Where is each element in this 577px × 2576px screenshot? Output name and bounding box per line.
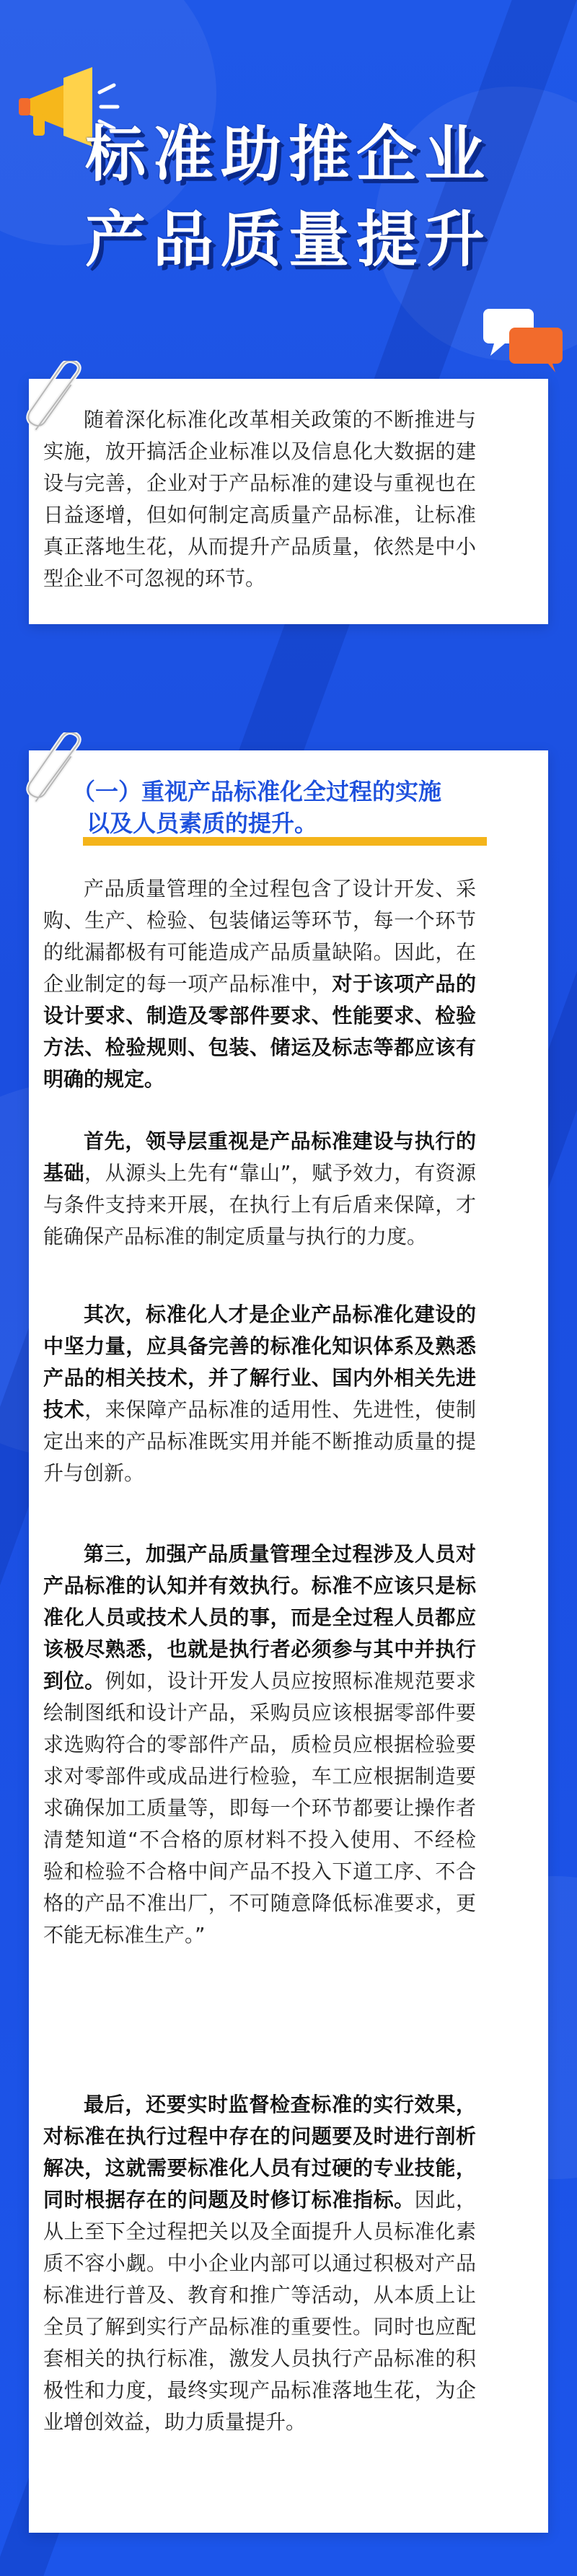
- paragraph-2: [43, 1126, 476, 1253]
- paragraph-3: [43, 1299, 476, 1489]
- p5-plain: 因此，从上至下全过程把关以及全面提升人员标准化素质不容小觑。中小企业内部可以通过积极对产品标准进行普及、教育和推广等活动，从本质上让全员了解到实行产品标准的重要性。同时也应配套相关的执行标准，激发人员执行产品标准的积极性和力度，最终实现产品标准落地生花，为企业增创效益，助力质量提升。: [43, 2188, 476, 2434]
- p1-plain: 产品质量管理的全过程包含了设计开发、采购、生产、检验、包装储运等环节，每一个环节的纰漏都极有可能造成产品质量缺陷。因此，在企业制定的每一项产品标准中，: [43, 877, 476, 996]
- p3-bold: 其次，标准化人才是企业产品标准化建设的中坚力量，应具备完善的标准化知识体系及熟悉产品的相关技术，并了解行业、国内外相关先进技术: [43, 1302, 476, 1421]
- p2-bold: 首先，领导层重视是产品标准建设与执行的基础: [43, 1129, 476, 1185]
- paragraph-1: [43, 873, 476, 1095]
- p3-plain: ，来保障产品标准的适用性、先进性，使制定出来的产品标准既实用并能不断推动质量的提升与创新。: [43, 1398, 476, 1485]
- heading-accent-bar: [83, 837, 487, 846]
- page-title: [0, 112, 577, 282]
- section-heading-line-2: 以及人员素质的提升。: [87, 810, 318, 837]
- title-line-1: 标准助推企业: [84, 119, 492, 190]
- p5-bold: 最后，还要实时监督检查标准的实行效果，对标准在执行过程中存在的问题要及时进行剖析解决，这就需要标准化人员有过硬的专业技能，同时根据存在的问题及时修订标准指标。: [43, 2093, 476, 2212]
- intro-paragraph: 随着深化标准化改革相关政策的不断推进与实施，放开搞活企业标准以及信息化大数据的建设与完善，企业对于产品标准的建设与重视也在日益逐增，但如何制定高质量产品标准，让标准真正落地生花，从而提升产品质量，依然是中小型企业不可忽视的环节。: [43, 408, 476, 590]
- title-line-2: 产品质量提升: [84, 204, 492, 275]
- p4-bold: 第三，加强产品质量管理全过程涉及人员对产品标准的认知并有效执行。标准不应该只是标准化人员或技术人员的事，而是全过程人员都应该极尽熟悉，也就是执行者必须参与其中并执行到位。: [43, 1542, 476, 1693]
- paragraph-5: [43, 2089, 476, 2438]
- section-heading-line-1: （一）重视产品标准化全过程的实施: [72, 778, 442, 805]
- paragraph-4: [43, 1538, 476, 1951]
- chat-bubbles-icon: [483, 302, 566, 374]
- p1-bold: 对于该项产品的设计要求、制造及零部件要求、性能要求、检验方法、检验规则、包装、储运及标志等都应该有明确的规定。: [43, 972, 476, 1091]
- section-heading: [72, 776, 498, 837]
- p4-plain: 例如，设计开发人员应按照标准规范要求绘制图纸和设计产品，采购员应该根据零部件要求选购符合的零部件产品，质检员应根据检验要求对零部件或成品进行检验，车工应根据制造要求确保加工质量等，即每一个环节都要让操作者清楚知道“不合格的原材料不投入使用、不经检验和检验不合格中间产品不投入下道工序、不合格的产品不准出厂，不可随意降低标准要求，更不能无标准生产。”: [43, 1669, 476, 1947]
- p2-plain: ，从源头上先有“靠山”，赋予效力，有资源与条件支持来开展，在执行上有后盾来保障，才能确保产品标准的制定质量与执行的力度。: [43, 1161, 476, 1248]
